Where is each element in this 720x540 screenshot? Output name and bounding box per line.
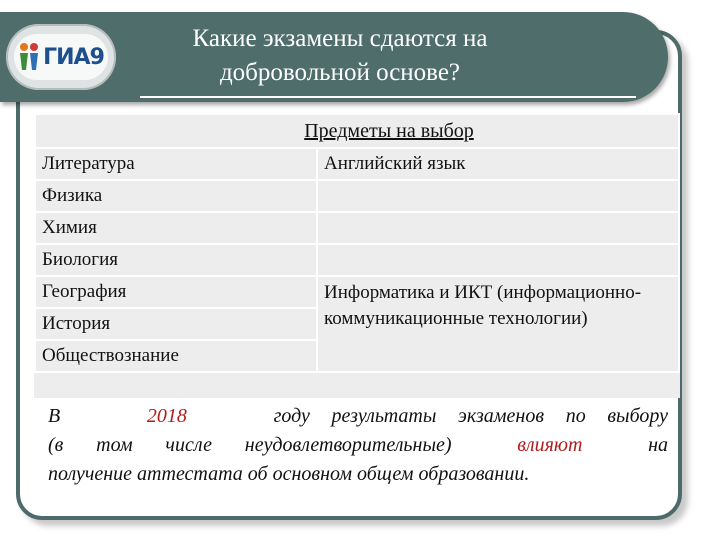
table-row	[35, 180, 679, 212]
logo-figure-icon	[18, 42, 40, 72]
table-heading: Предметы на выбор	[35, 114, 679, 148]
note-emphasis: влияют	[517, 434, 583, 456]
logo-text: ГИА9	[43, 44, 104, 70]
title-line-1: Какие экзамены сдаются на	[192, 25, 488, 52]
subject-cell: История	[35, 308, 317, 340]
empty-cell	[317, 180, 679, 212]
logo-inner	[14, 34, 108, 80]
subject-cell-informatics: Информатика и ИКТ (информационно-коммуникационные технологии)	[317, 276, 679, 372]
note-line-2: (в том числе неудовлетворительные) влияют на	[48, 434, 669, 456]
header-underline	[140, 96, 636, 98]
gia9-logo	[6, 24, 116, 90]
subject-cell: География	[35, 276, 317, 308]
subjects-table	[34, 113, 680, 398]
results-note	[48, 402, 668, 489]
subject-cell: Химия	[35, 212, 317, 244]
subject-cell: Литература	[35, 148, 317, 180]
table-row	[35, 212, 679, 244]
note-year: 2018	[146, 405, 187, 427]
title-line-2: добровольной основе?	[219, 59, 461, 86]
table-row	[35, 148, 679, 180]
subjects-table-grid	[34, 113, 680, 373]
subject-cell-english: Английский язык	[317, 148, 679, 180]
table-row	[35, 244, 679, 276]
table-row	[35, 276, 679, 308]
subject-cell: Обществознание	[35, 340, 317, 372]
table-header-row	[35, 114, 679, 148]
note-line-3: получение аттестата об основном общем образовании.	[48, 463, 530, 485]
note-line-1: В 2018 году результаты экзаменов по выбору	[48, 405, 668, 427]
empty-cell	[317, 244, 679, 276]
page-title	[120, 22, 560, 90]
empty-cell	[317, 212, 679, 244]
subject-cell: Физика	[35, 180, 317, 212]
subject-cell: Биология	[35, 244, 317, 276]
